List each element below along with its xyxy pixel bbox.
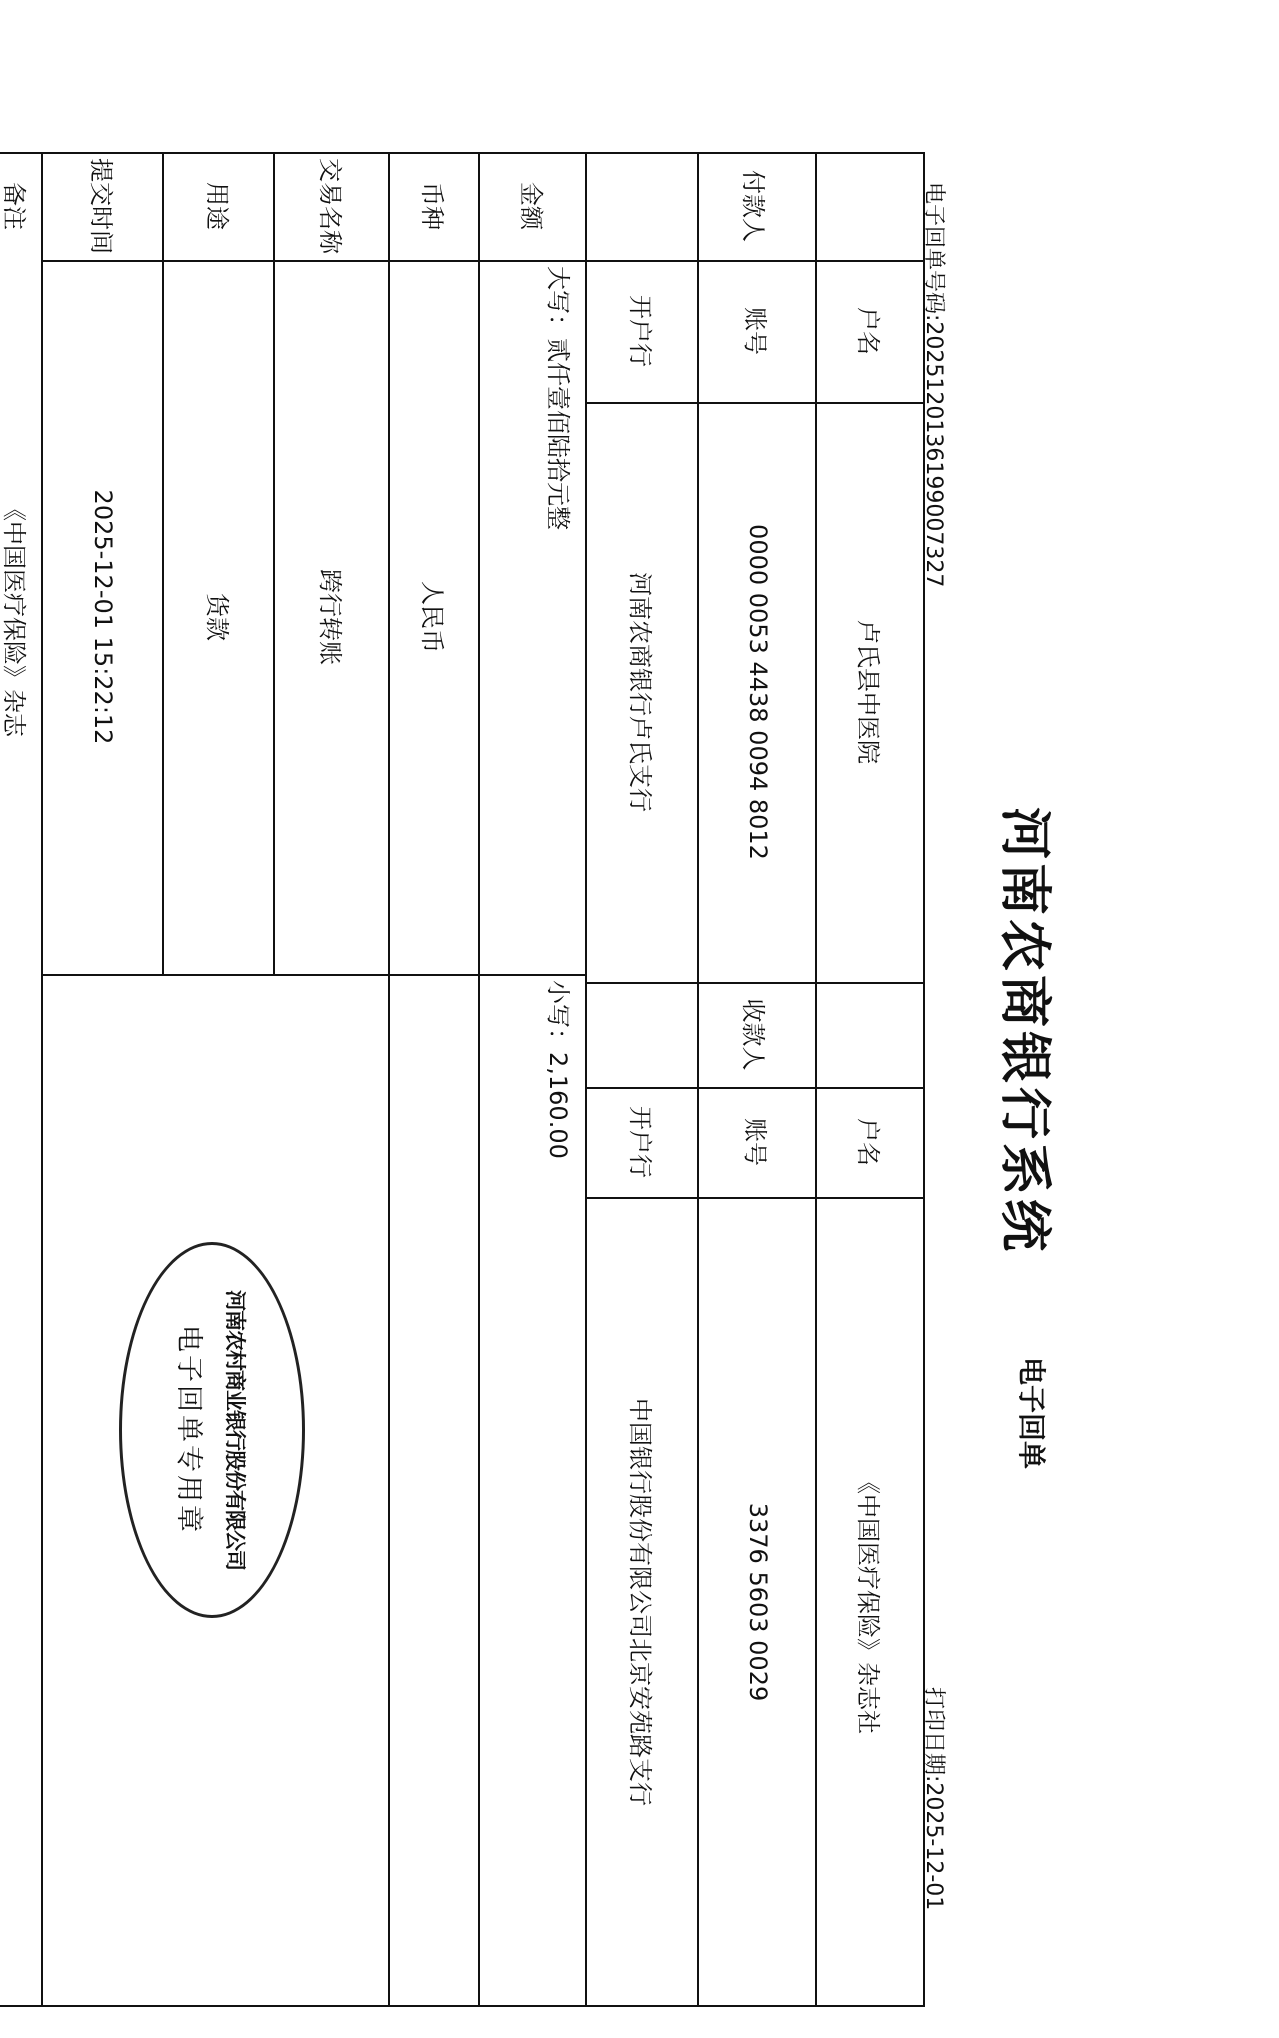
- transaction-value: 跨行转账: [316, 569, 344, 665]
- official-seal: [119, 1242, 305, 1618]
- purpose-value: 货款: [203, 593, 231, 641]
- receipt-document: [0, 152, 1085, 2012]
- divider: [43, 974, 587, 976]
- receipt-subtitle: 电子回单: [1015, 1357, 1048, 1470]
- amount-upper: 大写：贰仟壹佰陆拾元整: [544, 266, 573, 530]
- payee-bank: 中国银行股份有限公司北京安苑路支行: [626, 1398, 655, 1806]
- payee-account-label: 账号: [741, 1118, 770, 1166]
- payee-bank-label: 开户行: [626, 1106, 655, 1178]
- seal-purpose: 电子回单专用章: [173, 1325, 205, 1535]
- payer-account: 0000 0053 4438 0094 8012: [744, 524, 772, 860]
- payee-name: 《中国医疗保险》杂志社: [854, 1470, 883, 1734]
- receipt-number: 电子回单号码:2025120136199007327: [921, 182, 946, 588]
- payer-name-label: 户名: [854, 307, 883, 355]
- payer-section-label: 付款人: [739, 170, 768, 242]
- payer-name: 卢氏县中医院: [854, 620, 883, 764]
- remark-value: 《中国医疗保险》杂志: [0, 497, 28, 737]
- payee-account: 3376 5603 0029: [744, 1502, 772, 1702]
- payer-bank-label: 开户行: [626, 295, 655, 367]
- submit-time-value: 2025-12-01 15:22:12: [89, 489, 118, 745]
- seal-bank-name: 河南农村商业银行股份有限公司: [223, 1290, 248, 1570]
- currency-value: 人民币: [418, 581, 447, 653]
- transaction-label: 交易名称: [316, 158, 344, 254]
- payer-bank: 河南农商银行卢氏支行: [626, 572, 655, 812]
- print-date: 打印日期:2025-12-01: [921, 1687, 946, 1911]
- currency-label: 币种: [418, 182, 447, 230]
- submit-time-label: 提交时间: [87, 158, 115, 254]
- payee-name-label: 户名: [854, 1118, 883, 1166]
- amount-lower: 小写：2,160.00: [544, 980, 573, 1159]
- payee-section-label: 收款人: [739, 998, 768, 1071]
- remark-label: 备注: [0, 182, 28, 230]
- purpose-label: 用途: [203, 182, 231, 230]
- bank-system-title: 河南农商银行系统: [994, 807, 1054, 1256]
- amount-label: 金额: [517, 182, 545, 230]
- payer-account-label: 账号: [741, 307, 770, 355]
